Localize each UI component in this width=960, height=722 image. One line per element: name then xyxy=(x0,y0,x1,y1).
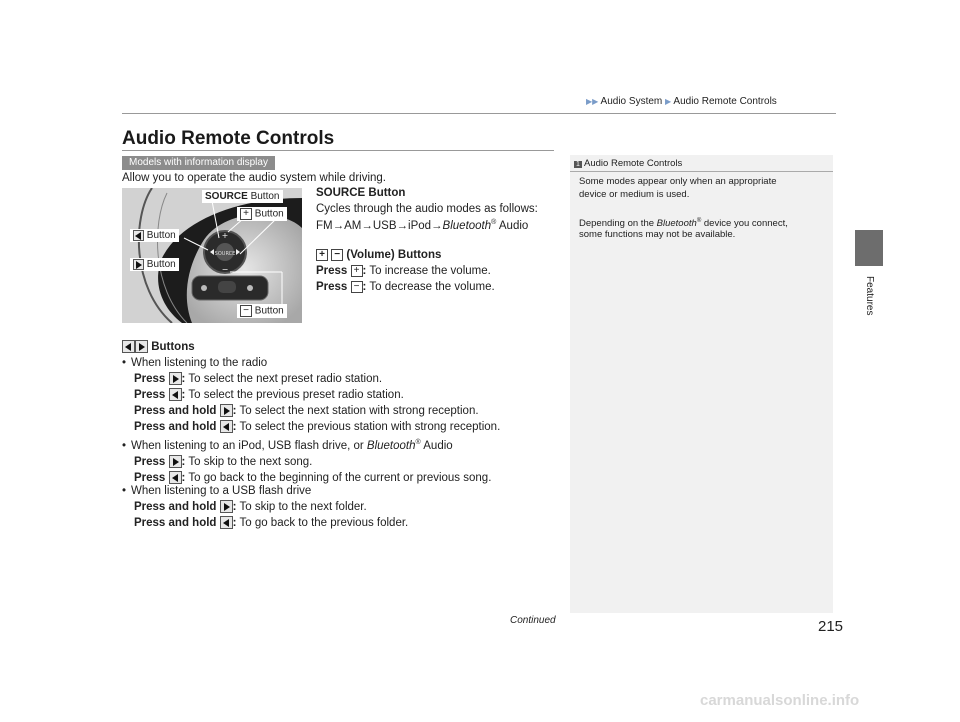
sidebar-note xyxy=(570,155,833,613)
instruction-line: Press and hold : To go back to the previous folder. xyxy=(134,517,409,529)
image-plus-glyph: + xyxy=(221,231,229,240)
sidebar-line-2: device or medium is used. xyxy=(579,189,690,200)
plus-button-icon: + xyxy=(351,265,363,277)
instruction-line: Press : To go back to the beginning of the current or previous song. xyxy=(134,471,492,484)
skip-back-icon xyxy=(169,388,182,401)
page-title: Audio Remote Controls xyxy=(122,128,335,149)
page-number: 215 xyxy=(818,618,844,635)
radio-section xyxy=(122,355,500,435)
instruction-line: Press : To skip to the next song. xyxy=(134,455,313,468)
list-item-radio: • When listening to the radio xyxy=(122,357,268,369)
ipod-section xyxy=(122,435,491,486)
callout-source-button: SOURCE Button xyxy=(202,190,283,203)
skip-forward-icon xyxy=(135,340,148,353)
watermark: carmanualsonline.info xyxy=(700,692,860,709)
section-tab-label xyxy=(859,276,879,396)
skip-forward-icon xyxy=(220,404,233,417)
breadcrumb-item-remote-controls[interactable]: Audio Remote Controls xyxy=(673,96,777,107)
intro-text: Allow you to operate the audio system while driving. xyxy=(122,172,387,184)
volume-plus-line: Press + : To increase the volume. xyxy=(316,265,491,278)
skip-back-icon xyxy=(220,420,233,433)
skip-forward-icon xyxy=(169,372,182,385)
plus-button-icon: + xyxy=(316,249,328,261)
skip-forward-icon xyxy=(220,500,233,513)
source-line: Cycles through the audio modes as follows: xyxy=(316,203,538,215)
breadcrumb xyxy=(586,96,777,107)
skip-forward-icon xyxy=(169,455,182,468)
double-arrow-icon: ▶▶ xyxy=(586,97,599,106)
models-badge: Models with information display xyxy=(122,156,275,170)
instruction-line: Press : To select the previous preset radio station. xyxy=(134,389,404,401)
instruction-line: Press : To select the next preset radio station. xyxy=(134,373,383,385)
instruction-line: Press and hold : To select the next station with strong reception. xyxy=(134,405,479,417)
list-item-usb: • When listening to a USB flash drive xyxy=(122,485,312,497)
arrow-icon: ▶ xyxy=(665,97,672,106)
skip-back-icon xyxy=(122,340,135,353)
volume-minus-line: Press − : To decrease the volume. xyxy=(316,281,495,294)
instruction-line: Press and hold : To skip to the next folder. xyxy=(134,501,367,513)
continued-label: Continued xyxy=(510,615,556,626)
note-number-icon: 1 xyxy=(576,161,580,168)
sidebar-line-3: Depending on the Bluetooth® device you connect, xyxy=(579,218,788,230)
list-item-ipod: • When listening to an iPod, USB flash drive, or Bluetooth® Audio xyxy=(122,439,453,452)
sidebar-divider xyxy=(570,171,833,172)
ipod-lines xyxy=(122,454,491,486)
arrows-heading: Buttons xyxy=(122,339,195,355)
minus-button-icon: − xyxy=(351,281,363,293)
center-source-label: SOURCE xyxy=(214,251,236,257)
callout-left-button: Button xyxy=(130,229,179,242)
sidebar-title: 1 Audio Remote Controls xyxy=(576,158,683,169)
skip-back-icon xyxy=(220,516,233,529)
breadcrumb-item-audio-system[interactable]: Audio System xyxy=(600,96,663,107)
source-modes: FM→AM→USB→iPod→Bluetooth® Audio xyxy=(316,219,529,232)
title-divider xyxy=(122,150,554,151)
sidebar-line-1: Some modes appear only when an appropriate xyxy=(579,176,777,187)
minus-button-icon: − xyxy=(331,249,343,261)
usb-section xyxy=(122,483,408,531)
source-heading: SOURCE Button xyxy=(316,187,406,199)
callout-minus-button: − Button xyxy=(237,304,287,318)
section-tab-marker xyxy=(855,230,883,266)
instruction-line: Press and hold : To select the previous station with strong reception. xyxy=(134,421,501,433)
steering-wheel-image xyxy=(122,188,302,323)
callout-plus-button: + Button xyxy=(237,207,287,221)
radio-lines xyxy=(122,371,500,435)
volume-heading: + − (Volume) Buttons xyxy=(316,249,441,261)
callout-right-button: Button xyxy=(130,258,179,271)
breadcrumb-divider xyxy=(122,113,836,114)
image-minus-glyph: − xyxy=(221,265,229,274)
usb-lines xyxy=(122,499,408,531)
section-tab-text: Features xyxy=(864,276,875,316)
sidebar-line-4: some functions may not be available. xyxy=(579,229,736,240)
